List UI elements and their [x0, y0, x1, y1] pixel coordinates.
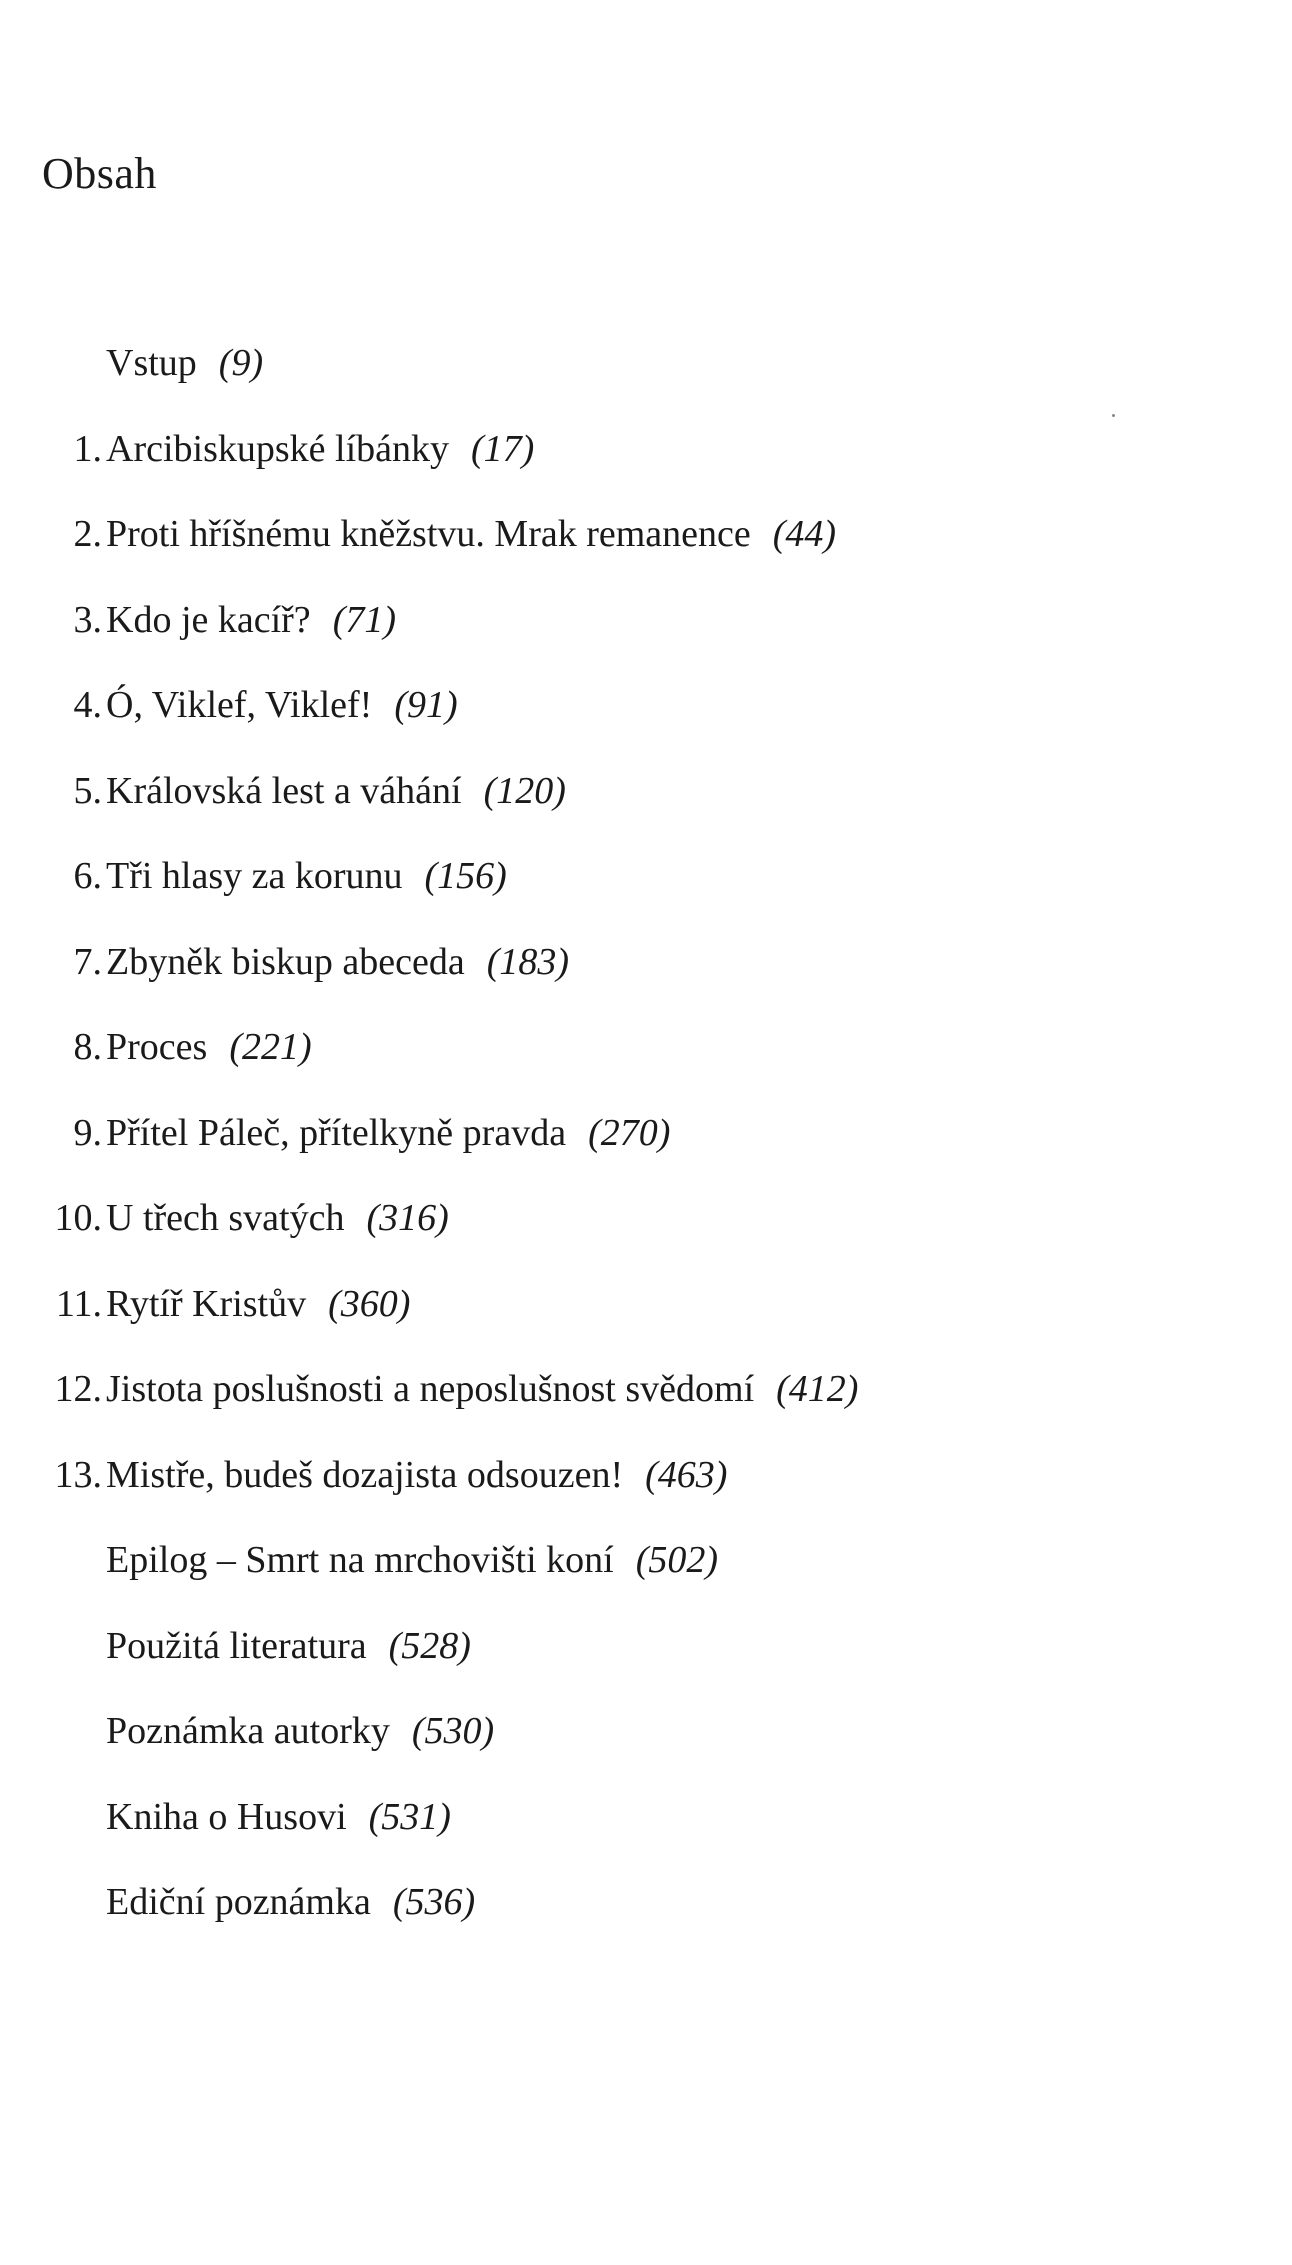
chapter-title: Rytíř Kristův — [106, 1282, 307, 1325]
chapter-title: Kdo je kacíř? — [106, 598, 311, 641]
toc-entry — [0, 1364, 1292, 1450]
page-number: (530) — [411, 1710, 495, 1752]
chapter-number: 2. — [73, 513, 102, 555]
chapter-number: 10. — [54, 1197, 102, 1239]
chapter-title: Arcibiskupské líbánky — [106, 427, 450, 470]
chapter-title: Vstup — [106, 342, 197, 384]
toc-entry — [0, 1792, 1292, 1878]
toc-entry — [0, 680, 1292, 766]
chapter-title: Proces — [106, 1026, 208, 1068]
chapter-number: 1. — [73, 427, 102, 470]
chapter-title: Poznámka autorky — [106, 1710, 390, 1752]
toc-entry — [0, 851, 1292, 937]
page-number: (17) — [471, 427, 535, 470]
page-number: (270) — [588, 1111, 671, 1154]
chapter-number: 11. — [55, 1282, 102, 1325]
chapter-title: Epilog – Smrt na mrchovišti koní — [106, 1539, 614, 1581]
chapter-number: 6. — [73, 855, 102, 897]
chapter-title: Zbyněk biskup abeceda — [106, 940, 465, 983]
toc-entry — [0, 937, 1292, 1023]
chapter-number: 8. — [73, 1026, 102, 1068]
page-number: (531) — [368, 1795, 451, 1838]
page-number: (221) — [229, 1026, 312, 1068]
page-number: (120) — [483, 769, 566, 812]
chapter-number: 13. — [54, 1453, 102, 1496]
chapter-title: Jistota poslušnosti a neposlušnost svědomí — [106, 1368, 755, 1410]
page-number: (316) — [366, 1197, 449, 1239]
chapter-number: 5. — [73, 769, 102, 812]
chapter-number: 9. — [73, 1111, 102, 1154]
chapter-title: Královská lest a váhání — [106, 769, 462, 812]
table-of-contents — [0, 338, 1292, 1963]
chapter-number: 4. — [73, 684, 102, 726]
toc-entry — [0, 1877, 1292, 1963]
chapter-title: Tři hlasy za korunu — [106, 855, 403, 897]
page-title: Obsah — [42, 149, 157, 198]
print-speck — [1112, 414, 1115, 417]
page-number: (183) — [486, 940, 570, 983]
chapter-title: U třech svatých — [106, 1197, 345, 1239]
chapter-number: 3. — [73, 598, 102, 641]
toc-entry — [0, 1279, 1292, 1365]
toc-entry — [0, 766, 1292, 852]
toc-entry — [0, 338, 1292, 424]
page-number: (9) — [218, 342, 264, 384]
page-number: (91) — [394, 684, 458, 726]
page-number: (528) — [388, 1624, 471, 1667]
chapter-number: 12. — [54, 1368, 102, 1410]
toc-entry — [0, 1621, 1292, 1707]
toc-entry — [0, 595, 1292, 681]
page-number: (360) — [328, 1282, 411, 1325]
page-number: (463) — [645, 1453, 728, 1496]
toc-entry — [0, 1706, 1292, 1792]
page-number: (536) — [392, 1881, 476, 1923]
page-number: (156) — [424, 855, 507, 897]
chapter-number: 7. — [73, 940, 102, 983]
toc-entry — [0, 1108, 1292, 1194]
toc-entry — [0, 509, 1292, 595]
page-number: (71) — [332, 598, 396, 641]
page-number: (502) — [635, 1539, 719, 1581]
toc-entry — [0, 1193, 1292, 1279]
toc-entry — [0, 1450, 1292, 1536]
chapter-title: Mistře, budeš dozajista odsouzen! — [106, 1453, 624, 1496]
toc-entry — [0, 1022, 1292, 1108]
chapter-title: Použitá literatura — [106, 1624, 367, 1667]
toc-entry — [0, 424, 1292, 510]
chapter-title: Proti hříšnému kněžstvu. Mrak remanence — [106, 513, 751, 555]
chapter-title: Přítel Páleč, přítelkyně pravda — [106, 1111, 567, 1154]
chapter-title: Kniha o Husovi — [106, 1795, 347, 1838]
page-number: (412) — [776, 1368, 859, 1410]
chapter-title: Ó, Viklef, Viklef! — [106, 684, 373, 726]
toc-entry — [0, 1535, 1292, 1621]
page-number: (44) — [772, 513, 837, 555]
chapter-title: Ediční poznámka — [106, 1881, 371, 1923]
